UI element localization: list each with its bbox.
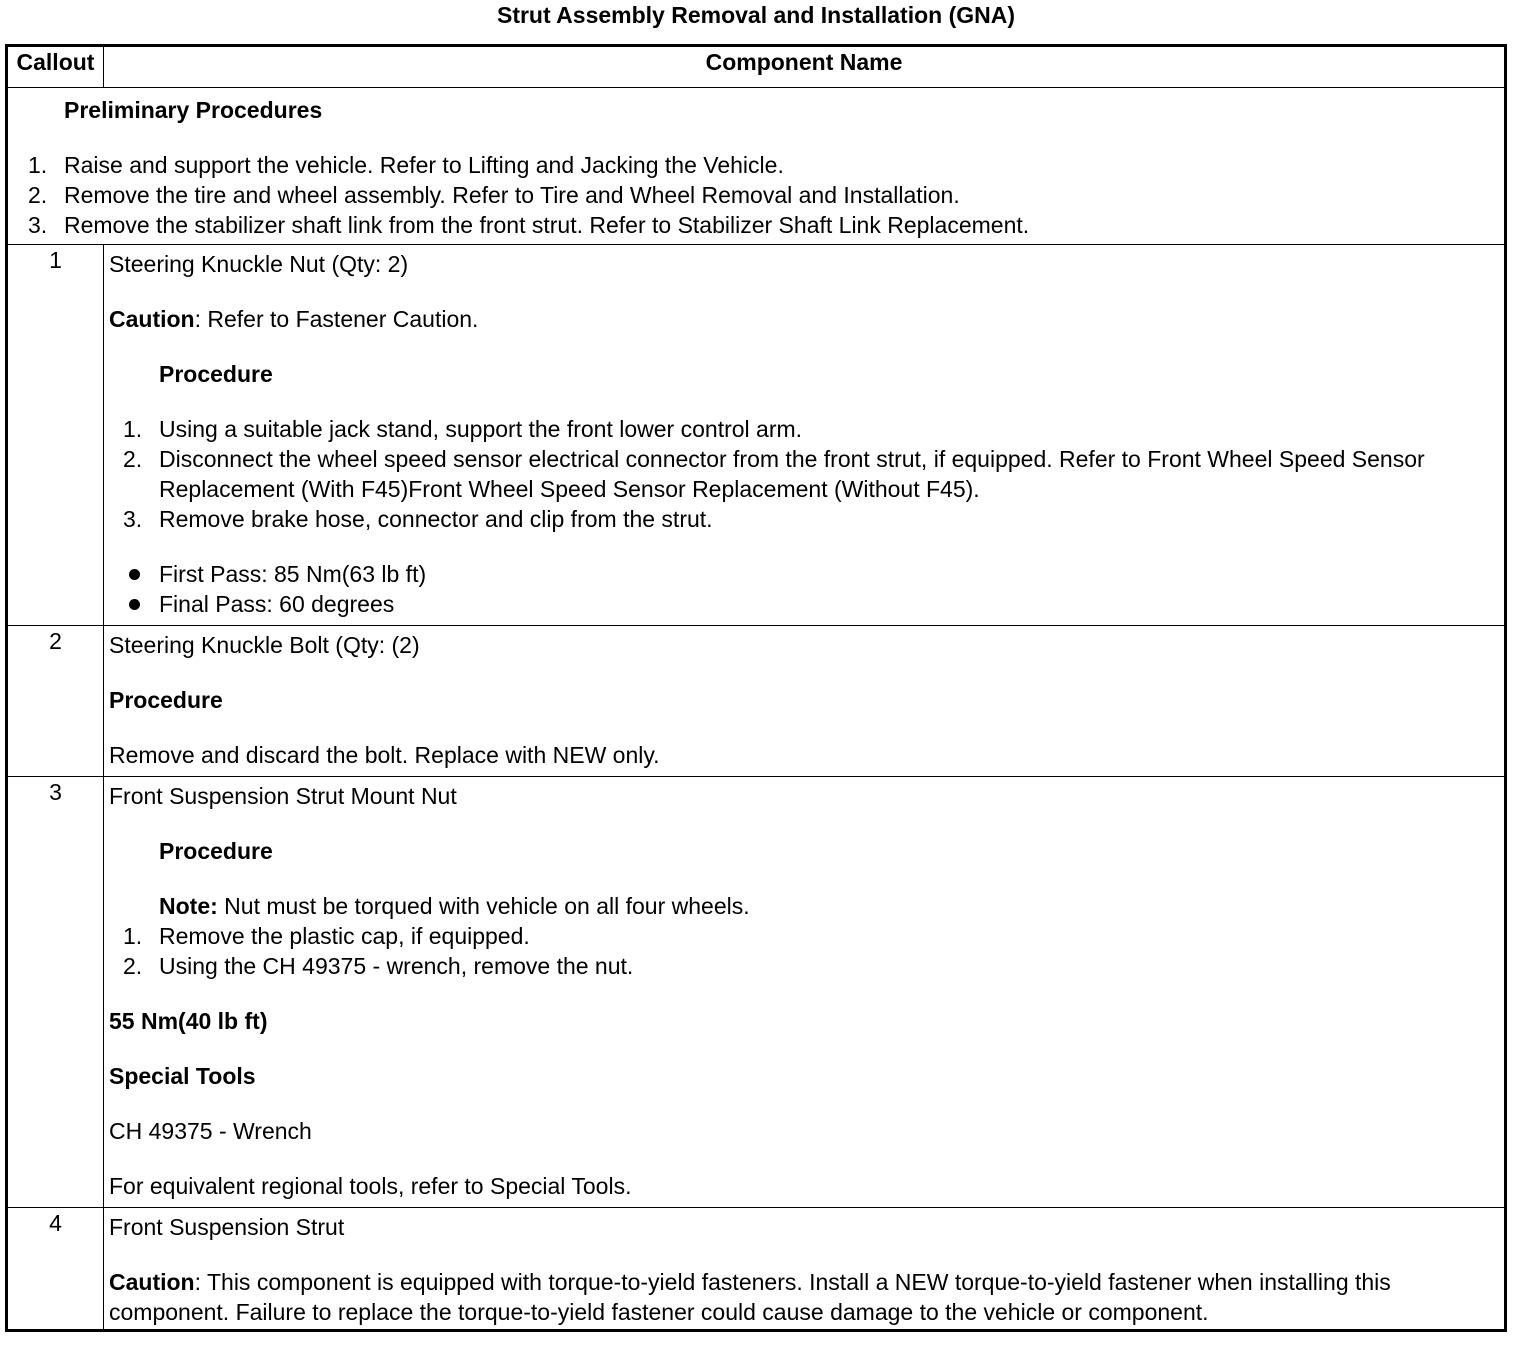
special-tools-heading: Special Tools	[109, 1063, 256, 1089]
torque-spec: 55 Nm(40 lb ft)	[109, 1008, 268, 1034]
preliminary-cell	[7, 88, 1506, 245]
callout-number: 2	[7, 626, 104, 777]
component-cell	[104, 777, 1506, 1208]
procedure-steps	[109, 921, 1496, 981]
component-cell	[104, 245, 1506, 626]
list-item: 2. Using the CH 49375 - wrench, remove the nut.	[123, 953, 634, 979]
list-item: 3. Remove the stabilizer shaft link from the front strut. Refer to Stabilizer Shaft Link Replacement.	[28, 212, 1030, 238]
component-cell	[104, 626, 1506, 777]
procedure-heading: Procedure	[159, 838, 273, 864]
special-tools-reference: For equivalent regional tools, refer to Special Tools.	[109, 1173, 632, 1199]
table-row	[7, 626, 1506, 777]
preliminary-steps	[8, 150, 1496, 240]
table-row	[7, 1208, 1506, 1331]
component-name: Front Suspension Strut	[109, 1214, 345, 1240]
table-row	[7, 245, 1506, 626]
caution-text: Caution: Refer to Fastener Caution.	[109, 306, 479, 332]
callout-number: 4	[7, 1208, 104, 1331]
page-title: Strut Assembly Removal and Installation (GNA)	[496, 2, 1016, 28]
list-item: 2. Disconnect the wheel speed sensor electrical connector from the front strut, if equipped. Refer to Front Wheel Speed Sensor Replacement (With F45)Front Wheel Speed Sensor Replacement (Without F45).	[123, 446, 1425, 502]
torque-list	[109, 559, 1496, 619]
list-item: 1. Raise and support the vehicle. Refer to Lifting and Jacking the Vehicle.	[28, 152, 784, 178]
note-text: Note: Nut must be torqued with vehicle on all four wheels.	[159, 893, 750, 919]
bullet-icon	[129, 599, 140, 610]
component-cell	[104, 1208, 1506, 1331]
component-name: Front Suspension Strut Mount Nut	[109, 783, 457, 809]
list-item: Final Pass: 60 degrees	[109, 589, 1496, 619]
list-item: 1. Using a suitable jack stand, support the front lower control arm.	[123, 416, 803, 442]
caution-text: Caution: This component is equipped with torque-to-yield fasteners. Install a NEW torque-to-yield fastener when installing this component. Failure to replace the torque-to-yield fastener could cause damage to the vehicle or component.	[109, 1269, 1391, 1325]
bullet-icon	[129, 569, 140, 580]
callout-column-header: Callout	[7, 46, 104, 88]
component-name: Steering Knuckle Bolt (Qty: (2)	[109, 632, 420, 658]
table-header-row	[7, 46, 1506, 88]
procedure-heading: Procedure	[109, 687, 223, 713]
callout-number: 3	[7, 777, 104, 1208]
procedure-table	[5, 44, 1507, 1332]
procedure-steps	[109, 414, 1496, 534]
list-item: 1. Remove the plastic cap, if equipped.	[123, 923, 530, 949]
list-item: First Pass: 85 Nm(63 lb ft)	[109, 559, 1496, 589]
component-name: Steering Knuckle Nut (Qty: 2)	[109, 251, 409, 277]
preliminary-row	[7, 88, 1506, 245]
preliminary-heading: Preliminary Procedures	[64, 97, 323, 123]
table-row	[7, 777, 1506, 1208]
special-tool-name: CH 49375 - Wrench	[109, 1118, 312, 1144]
procedure-heading: Procedure	[159, 361, 273, 387]
callout-number: 1	[7, 245, 104, 626]
procedure-text: Remove and discard the bolt. Replace with NEW only.	[109, 742, 660, 768]
list-item: 2. Remove the tire and wheel assembly. Refer to Tire and Wheel Removal and Installation.	[28, 182, 960, 208]
list-item: 3. Remove brake hose, connector and clip from the strut.	[123, 506, 713, 532]
component-name-column-header: Component Name	[104, 46, 1506, 88]
